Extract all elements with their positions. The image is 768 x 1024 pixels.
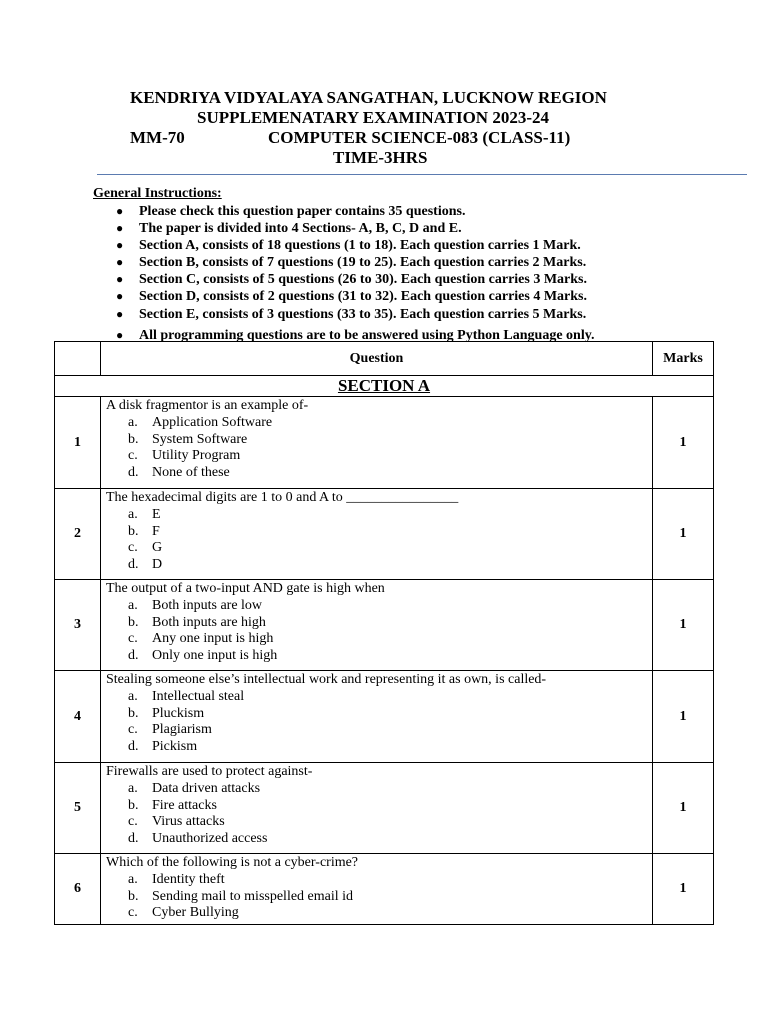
question-cell (101, 580, 653, 671)
option-letter: a. (128, 780, 138, 796)
question-number: 2 (55, 489, 101, 580)
option-letter: b. (128, 431, 139, 447)
option-letter: a. (128, 688, 138, 704)
question-row (55, 763, 714, 854)
option-item (106, 739, 652, 756)
question-number: 1 (55, 397, 101, 489)
question-text: Stealing someone else’s intellectual work and representing it as own, is called- (106, 672, 547, 687)
instruction-item (116, 254, 586, 271)
bullet-icon: ● (116, 255, 124, 269)
option-item (106, 465, 652, 482)
option-item (106, 557, 652, 574)
bullet-icon: ● (116, 307, 124, 321)
question-row (55, 671, 714, 763)
question-marks: 1 (653, 763, 714, 854)
question-number: 3 (55, 580, 101, 671)
option-letter: c. (128, 448, 138, 464)
instruction-text: Section D, consists of 2 questions (31 to 32). Each question carries 4 Marks. (139, 289, 587, 304)
bullet-icon: ● (116, 328, 124, 342)
option-item (106, 631, 652, 648)
option-item (106, 524, 652, 541)
instruction-text: All programming questions are to be answered using Python Language only. (139, 328, 595, 343)
header-num-cell (55, 342, 101, 376)
max-marks: MM-70 (130, 128, 185, 147)
section-title: SECTION A (55, 376, 714, 397)
option-text: Virus attacks (152, 814, 225, 830)
question-row (55, 580, 714, 671)
instruction-text: Section C, consists of 5 questions (26 to 30). Each question carries 3 Marks. (139, 272, 587, 287)
marks-column-header: Marks (653, 342, 714, 376)
option-letter: b. (128, 614, 139, 630)
option-text: Any one input is high (152, 631, 274, 647)
option-text: E (152, 506, 161, 522)
option-item (106, 448, 652, 465)
option-item (106, 798, 652, 815)
option-item (106, 540, 652, 557)
option-letter: b. (128, 705, 139, 721)
option-letter: d. (128, 465, 139, 481)
option-item (106, 432, 652, 449)
question-cell (101, 397, 653, 489)
option-item (106, 781, 652, 798)
option-item (106, 905, 652, 922)
option-text: Unauthorized access (152, 831, 268, 847)
question-text: Which of the following is not a cyber-crime? (106, 855, 359, 870)
option-letter: c. (128, 814, 138, 830)
option-letter: d. (128, 831, 139, 847)
option-item (106, 415, 652, 432)
option-text: Pickism (152, 739, 198, 755)
instruction-item (116, 237, 581, 254)
question-row (55, 854, 714, 925)
option-text: Pluckism (152, 705, 205, 721)
instruction-text: Section B, consists of 7 questions (19 to 25). Each question carries 2 Marks. (139, 255, 587, 270)
question-number: 4 (55, 671, 101, 763)
option-item (106, 706, 652, 723)
option-item (106, 507, 652, 524)
option-text: System Software (152, 431, 248, 447)
option-text: Identity theft (152, 871, 225, 887)
option-text: Plagiarism (152, 722, 212, 738)
question-cell (101, 489, 653, 580)
question-cell (101, 671, 653, 763)
option-item (106, 872, 652, 889)
question-column-header: Question (101, 342, 653, 376)
option-text: Data driven attacks (152, 780, 261, 796)
instruction-item (116, 288, 587, 305)
table-header-row (55, 342, 714, 376)
option-letter: c. (128, 905, 138, 921)
option-letter: d. (128, 557, 139, 573)
option-letter: b. (128, 888, 139, 904)
question-marks: 1 (653, 854, 714, 925)
instruction-text: Section E, consists of 3 questions (33 to 35). Each question carries 5 Marks. (139, 307, 587, 322)
question-text: A disk fragmentor is an example of- (106, 398, 309, 413)
bullet-icon: ● (116, 221, 124, 235)
option-letter: a. (128, 414, 138, 430)
question-text: Firewalls are used to protect against- (106, 764, 313, 779)
question-table (54, 341, 714, 925)
instruction-item (116, 203, 465, 220)
option-letter: a. (128, 506, 138, 522)
question-marks: 1 (653, 489, 714, 580)
option-letter: c. (128, 540, 138, 556)
question-text: The hexadecimal digits are 1 to 0 and A to ________________ (106, 490, 459, 505)
option-letter: d. (128, 648, 139, 664)
option-item (106, 689, 652, 706)
instruction-text: The paper is divided into 4 Sections- A, B, C, D and E. (139, 221, 462, 236)
option-letter: c. (128, 722, 138, 738)
option-letter: a. (128, 597, 138, 613)
instructions-title: General Instructions: (93, 186, 222, 201)
bullet-icon: ● (116, 238, 124, 252)
bullet-icon: ● (116, 289, 124, 303)
question-cell (101, 763, 653, 854)
option-text: Both inputs are low (152, 597, 263, 613)
question-row (55, 489, 714, 580)
option-letter: a. (128, 871, 138, 887)
subject-title: COMPUTER SCIENCE-083 (CLASS-11) (268, 128, 571, 147)
option-text: Intellectual steal (152, 688, 245, 704)
option-text: Sending mail to misspelled email id (152, 888, 354, 904)
option-text: Application Software (152, 414, 273, 430)
option-letter: c. (128, 631, 138, 647)
section-row (55, 376, 714, 397)
question-number: 6 (55, 854, 101, 925)
option-text: Utility Program (152, 448, 241, 464)
option-text: F (152, 523, 160, 539)
option-letter: b. (128, 523, 139, 539)
question-marks: 1 (653, 580, 714, 671)
option-item (106, 598, 652, 615)
question-text: The output of a two-input AND gate is high when (106, 581, 385, 596)
question-row (55, 397, 714, 489)
question-marks: 1 (653, 397, 714, 489)
option-item (106, 814, 652, 831)
question-number: 5 (55, 763, 101, 854)
option-item (106, 722, 652, 739)
instruction-item (116, 306, 586, 323)
option-item (106, 831, 652, 848)
instruction-item (116, 271, 587, 288)
instruction-item (116, 220, 462, 237)
option-letter: d. (128, 739, 139, 755)
bullet-icon: ● (116, 204, 124, 218)
header-divider (97, 174, 747, 175)
instruction-text: Section A, consists of 18 questions (1 to 18). Each question carries 1 Mark. (139, 238, 581, 253)
option-letter: b. (128, 797, 139, 813)
question-cell (101, 854, 653, 925)
bullet-icon: ● (116, 272, 124, 286)
option-item (106, 889, 652, 906)
option-text: G (152, 540, 163, 556)
option-text: None of these (152, 465, 230, 481)
option-text: Cyber Bullying (152, 905, 239, 921)
option-text: D (152, 557, 163, 573)
option-text: Fire attacks (152, 797, 217, 813)
option-item (106, 615, 652, 632)
question-marks: 1 (653, 671, 714, 763)
option-text: Only one input is high (152, 648, 278, 664)
option-item (106, 648, 652, 665)
option-text: Both inputs are high (152, 614, 266, 630)
instruction-text: Please check this question paper contains 35 questions. (139, 204, 466, 219)
